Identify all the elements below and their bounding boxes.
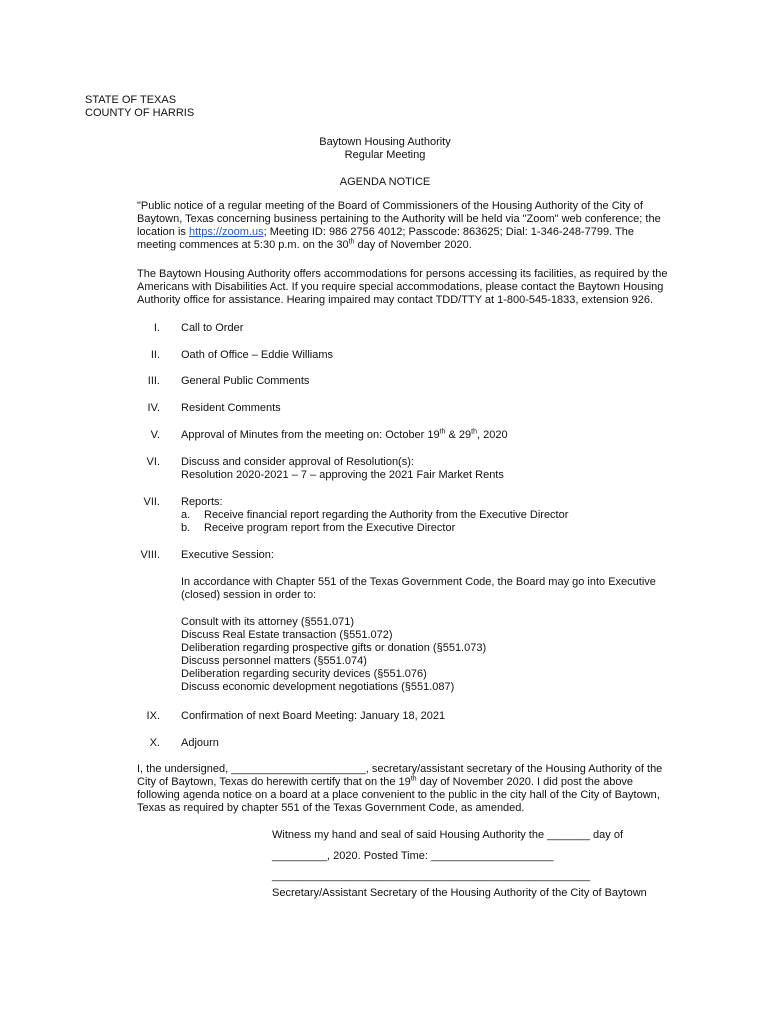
- ada-paragraph: [137, 268, 682, 307]
- list-item: Discuss Real Estate transaction (§551.072): [181, 629, 393, 641]
- list-item: Deliberation regarding security devices (§551.076): [181, 668, 427, 680]
- agenda-item-call-to-order: Call to Order: [181, 322, 244, 334]
- list-item: Discuss personnel matters (§551.074): [181, 655, 367, 667]
- notice-title: AGENDA NOTICE: [339, 176, 431, 188]
- ada-line: The Baytown Housing Authority offers accommodations for persons accessing its facilities, as required by the: [137, 268, 668, 280]
- agenda-item-oath: Oath of Office – Eddie Williams: [181, 349, 334, 361]
- notice-line: location is https://zoom.us; Meeting ID: 986 2756 4012; Passcode: 863625; Dial: 1-346-248-7799. The: [137, 226, 634, 238]
- report-item-program: Receive program report from the Executive Director: [204, 522, 456, 534]
- certification-line: City of Baytown, Texas do herewith certify that on the 19th day of November 2020. I did post the above: [137, 775, 634, 788]
- agenda-number: VII.: [143, 496, 160, 508]
- zoom-link[interactable]: https://zoom.us: [188, 226, 264, 238]
- signature-label: Secretary/Assistant Secretary of the Housing Authority of the City of Baytown: [272, 887, 647, 899]
- agenda-number: IV.: [147, 402, 160, 414]
- agenda-number: IX.: [146, 710, 160, 722]
- public-notice-paragraph: [137, 200, 682, 252]
- agenda-number: VIII.: [140, 549, 160, 561]
- list-item: Deliberation regarding prospective gifts or donation (§551.073): [181, 642, 487, 654]
- signature-line: ____________________________________________________: [272, 870, 591, 882]
- agenda-item-public-comments: General Public Comments: [181, 375, 310, 387]
- ada-line: Authority office for assistance. Hearing impaired may contact TDD/TTY at 1-800-545-1833, extension 926.: [137, 294, 654, 306]
- report-item-label: b.: [181, 522, 191, 534]
- list-item: Discuss economic development negotiations (§551.087): [181, 681, 455, 693]
- agenda-item-next-meeting: Confirmation of next Board Meeting: January 18, 2021: [181, 710, 446, 722]
- witness-line: Witness my hand and seal of said Housing Authority the _______ day of: [272, 829, 623, 841]
- agenda-number: V.: [150, 429, 160, 441]
- executive-session-list: [181, 616, 486, 694]
- notice-line: "Public notice of a regular meeting of the Board of Commissioners of the Housing Authority of the City of: [137, 200, 643, 212]
- agenda-number: VI.: [146, 456, 160, 468]
- report-item-financial: Receive financial report regarding the Authority from the Executive Director: [204, 509, 569, 521]
- certification-line: following agenda notice on a board at a place convenient to the public in the city hall of the City of Baytown,: [137, 789, 660, 801]
- agenda-number: I.: [153, 322, 160, 334]
- agenda-item-adjourn: Adjourn: [181, 737, 219, 749]
- agenda-number: III.: [147, 375, 160, 387]
- agenda-item-resolution: Discuss and consider approval of Resolution(s): Resolution 2020-2021 – 7 – approving the 2021 Fair Market Rents: [181, 456, 504, 481]
- certification-line: I, the undersigned, ______________________, secretary/assistant secretary of the Housing Authority of the: [137, 763, 663, 775]
- agenda-item-executive-session: Executive Session:: [181, 549, 274, 561]
- certification-line: Texas as required by chapter 551 of the Texas Government Code, as amended.: [137, 802, 525, 814]
- agenda-number: II.: [150, 349, 160, 361]
- org-name: Baytown Housing Authority: [319, 136, 451, 148]
- state-line: STATE OF TEXAS: [85, 94, 177, 106]
- notice-line: Baytown, Texas concerning business pertaining to the Authority will be held via "Zoom" web conference; the: [137, 213, 661, 225]
- certification-paragraph: [137, 763, 682, 815]
- list-item: Consult with its attorney (§551.071): [181, 616, 355, 628]
- meeting-type: Regular Meeting: [344, 149, 426, 161]
- ada-line: Americans with Disabilities Act. If you require special accommodations, please contact the Baytown Housing: [137, 281, 664, 293]
- posted-time-line: _________, 2020. Posted Time: ____________________: [272, 850, 554, 862]
- agenda-number: X.: [149, 737, 160, 749]
- agenda-item-resident-comments: Resident Comments: [181, 402, 281, 414]
- county-line: COUNTY OF HARRIS: [85, 107, 195, 119]
- executive-session-paragraph: In accordance with Chapter 551 of the Texas Government Code, the Board may go into Executive (closed) session in order to:: [181, 576, 656, 601]
- agenda-item-reports: Reports:: [181, 496, 223, 508]
- agenda-item-approval-of-minutes: Approval of Minutes from the meeting on: October 19th & 29th, 2020: [181, 428, 508, 441]
- notice-line: meeting commences at 5:30 p.m. on the 30th day of November 2020.: [137, 238, 472, 251]
- report-item-label: a.: [181, 509, 191, 521]
